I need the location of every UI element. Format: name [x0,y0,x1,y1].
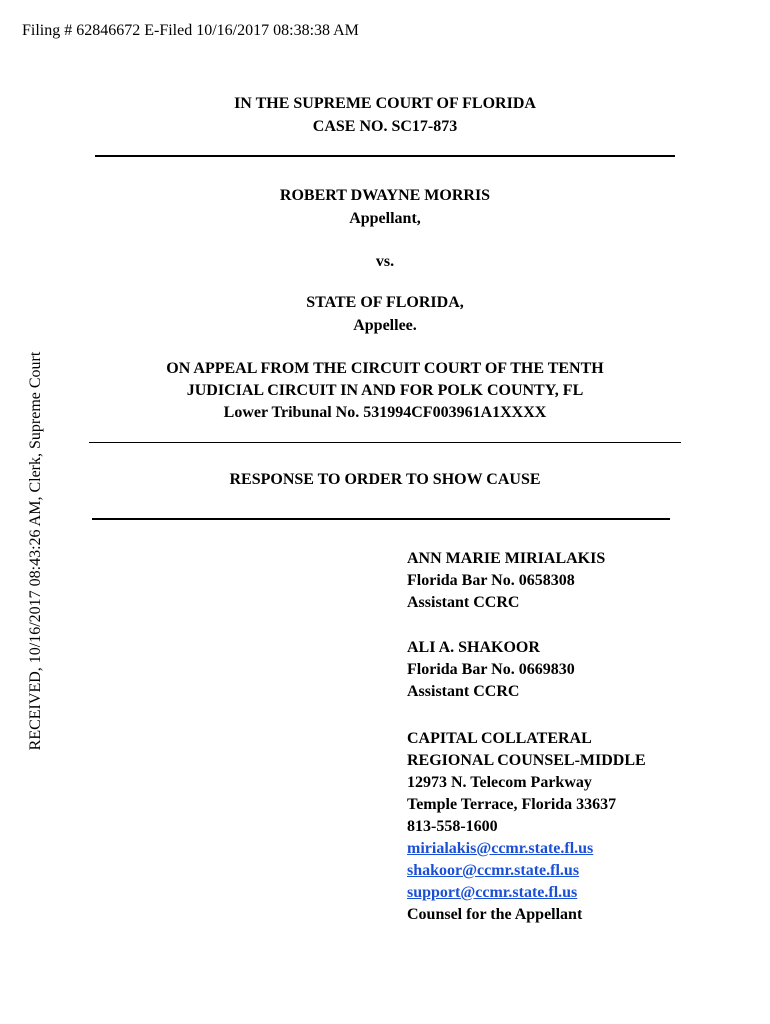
attorney-block-2 [407,637,575,703]
versus-label: vs. [375,253,395,270]
office-name-line-2: REGIONAL COUNSEL-MIDDLE [407,752,646,769]
office-phone: 813-558-1600 [407,818,498,835]
counsel-closing: Counsel for the Appellant [407,906,583,923]
attorney-1-bar-number: Florida Bar No. 0658308 [407,572,575,589]
caption-divider-top [95,155,675,157]
case-number: CASE NO. SC17-873 [312,118,458,135]
document-title: RESPONSE TO ORDER TO SHOW CAUSE [229,471,541,488]
caption-divider-middle [89,442,681,443]
email-link-shakoor[interactable]: shakoor@ccmr.state.fl.us [407,862,580,879]
attorney-block-1 [407,548,605,614]
appellee-name: STATE OF FLORIDA, [306,294,464,311]
office-city: Temple Terrace, Florida 33637 [407,796,617,813]
court-name: IN THE SUPREME COURT OF FLORIDA [234,95,536,112]
appellee-role: Appellee. [353,317,417,334]
appeal-line-2: JUDICIAL CIRCUIT IN AND FOR POLK COUNTY, FL [186,382,584,399]
appellant-role: Appellant, [349,210,421,227]
office-street: 12973 N. Telecom Parkway [407,774,592,791]
attorney-2-title: Assistant CCRC [407,683,520,700]
attorney-1-name: ANN MARIE MIRIALAKIS [407,550,606,567]
title-divider-bottom [92,518,670,520]
appeal-line-1: ON APPEAL FROM THE CIRCUIT COURT OF THE TENTH [166,360,604,377]
received-stamp: RECEIVED, 10/16/2017 08:43:26 AM, Clerk, Supreme Court [27,351,44,751]
office-name-line-1: CAPITAL COLLATERAL [407,730,592,747]
email-link-mirialakis[interactable]: mirialakis@ccmr.state.fl.us [407,840,594,857]
filing-header: Filing # 62846672 E-Filed 10/16/2017 08:38:38 AM [22,22,359,39]
attorney-2-bar-number: Florida Bar No. 0669830 [407,661,575,678]
attorney-1-title: Assistant CCRC [407,594,520,611]
lower-tribunal: Lower Tribunal No. 531994CF003961A1XXXX [223,404,547,421]
appellant-name: ROBERT DWAYNE MORRIS [279,187,491,204]
email-link-support[interactable]: support@ccmr.state.fl.us [407,884,578,901]
attorney-2-name: ALI A. SHAKOOR [407,639,540,656]
office-block [407,728,646,926]
